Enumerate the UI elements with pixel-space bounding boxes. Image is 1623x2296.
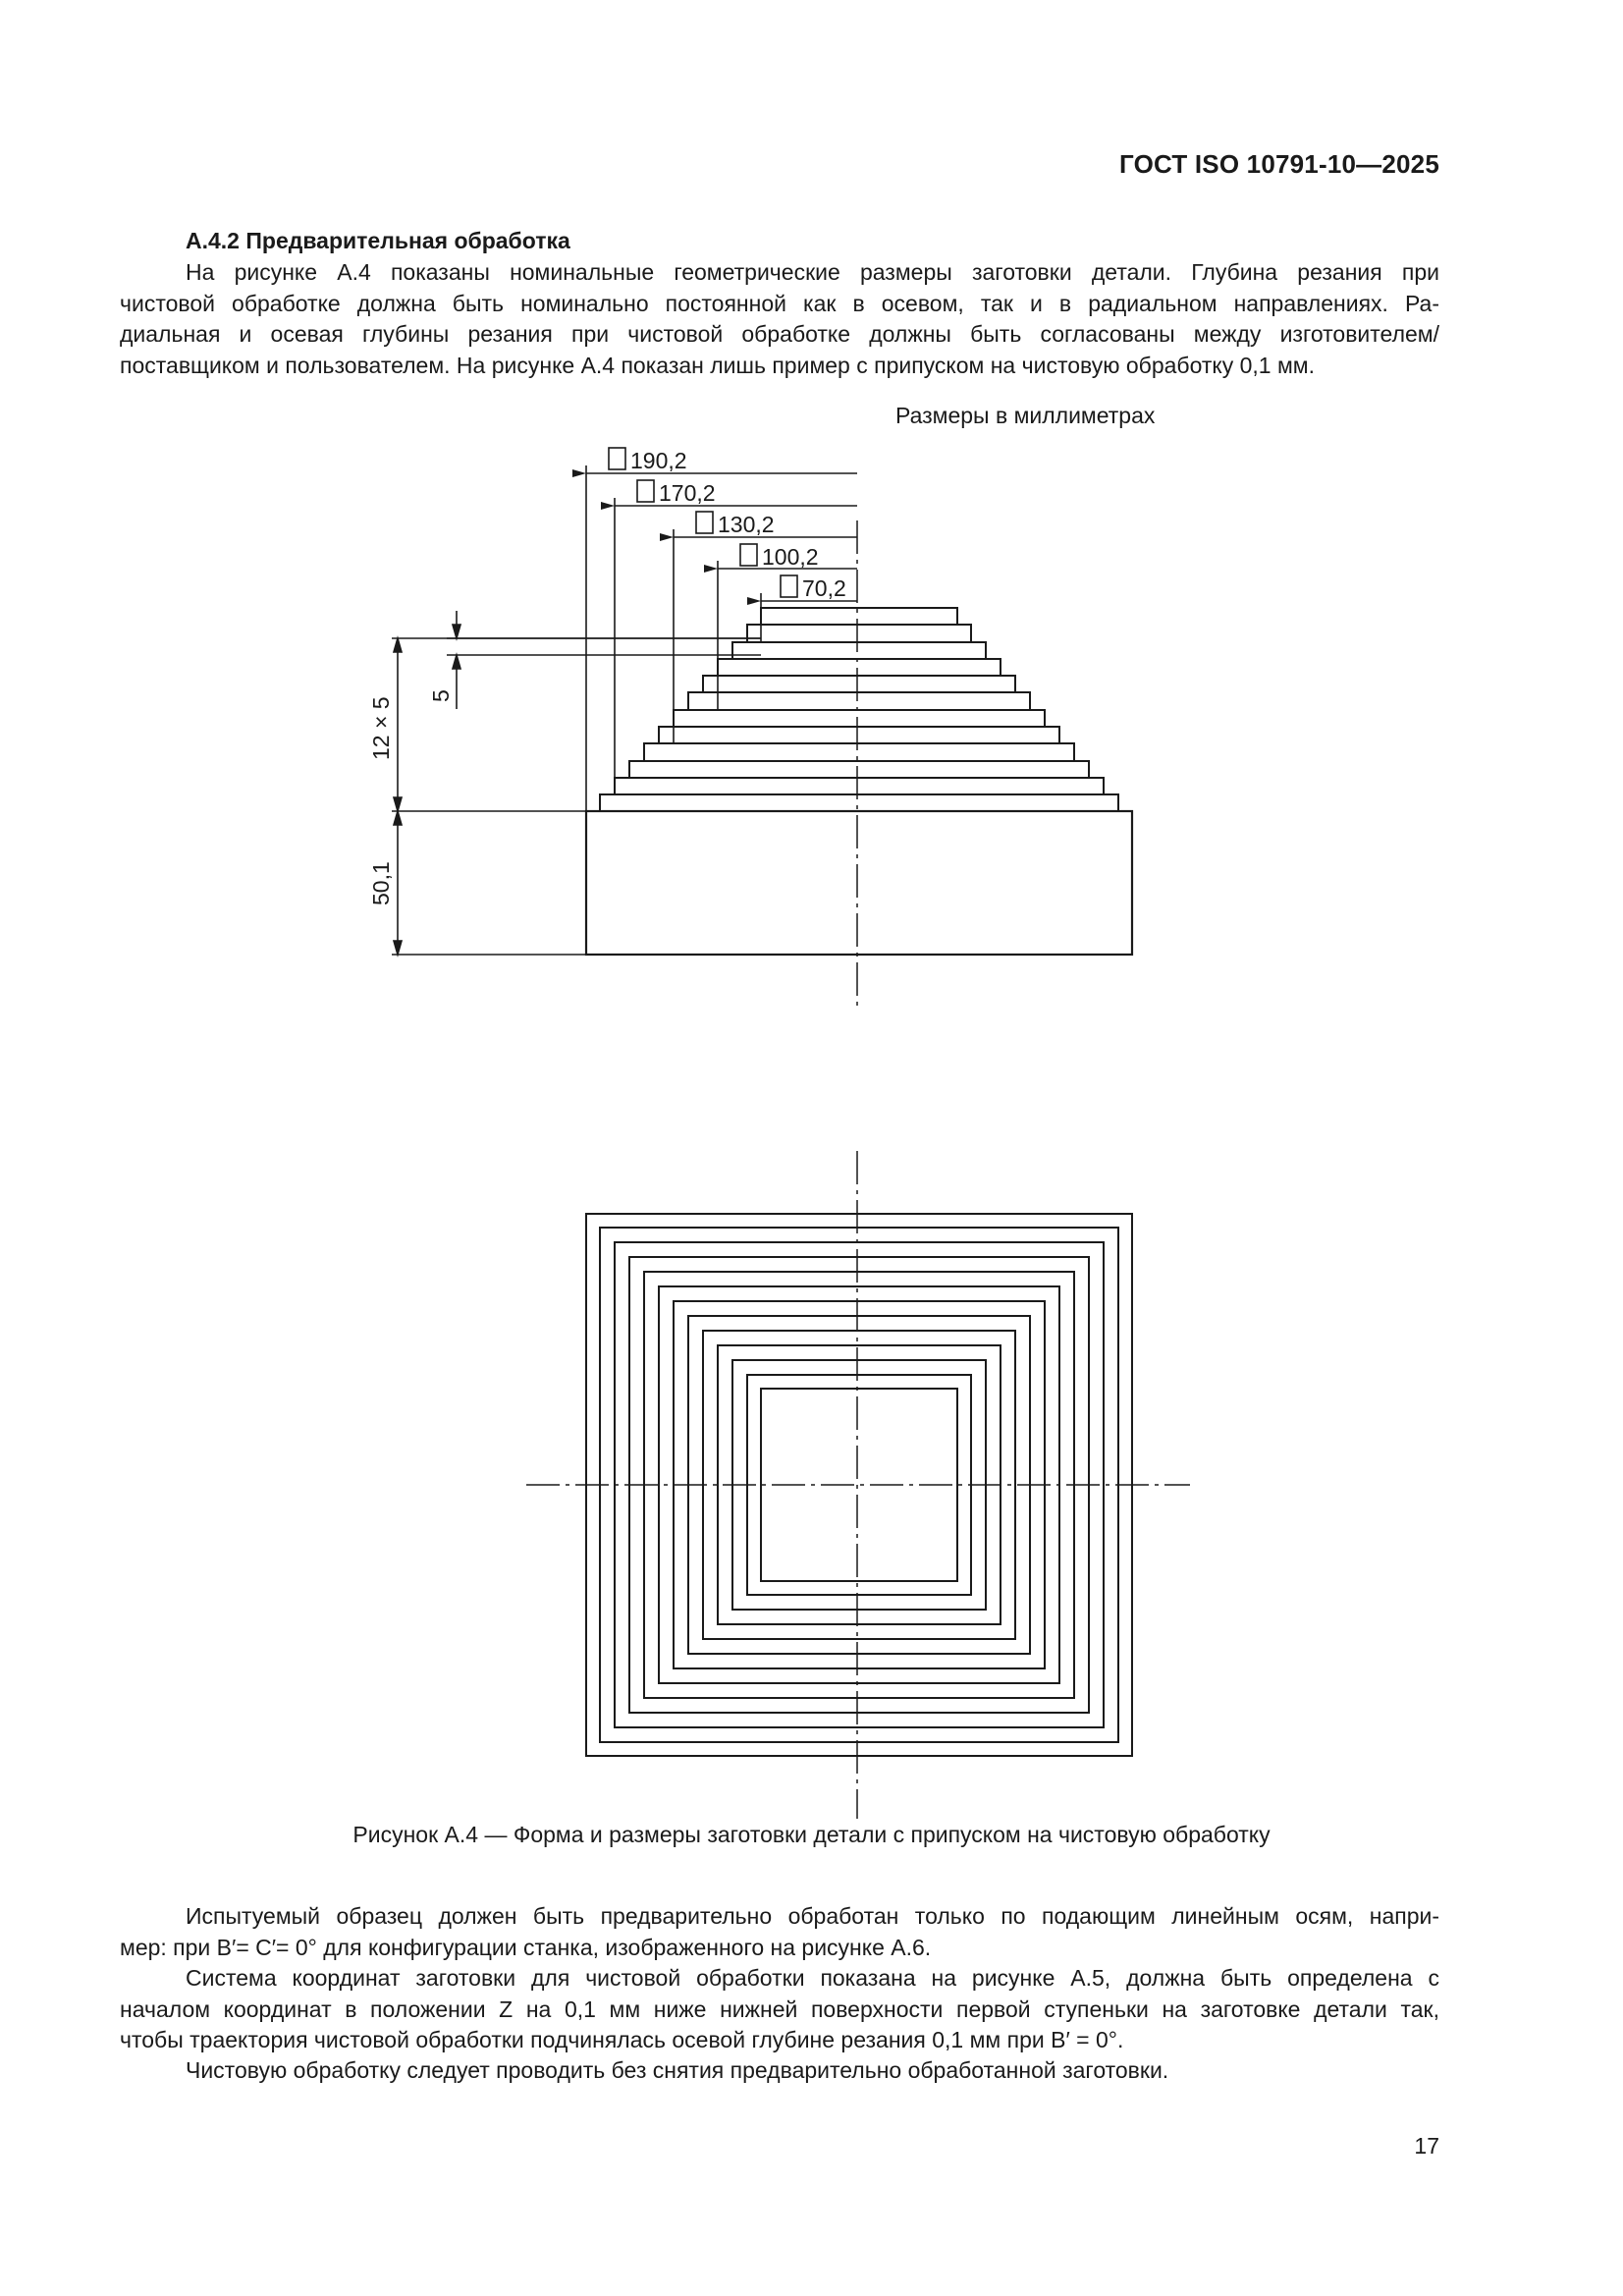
figure-caption: Рисунок А.4 — Форма и размеры заготовки детали с припуском на чистовую обработку (352, 1822, 1271, 1847)
dim-190: 190,2 (630, 448, 687, 473)
step (644, 743, 1074, 761)
square-symbol-icon (609, 448, 625, 469)
paragraph-1 (120, 1901, 1439, 1963)
step (615, 778, 1104, 794)
intro-line: поставщиком и пользователем. На рисунке А.4 показан лишь пример с припуском на чистовую обработку 0,1 мм. (120, 352, 1315, 378)
step (674, 710, 1045, 727)
step (761, 608, 957, 625)
step (659, 727, 1059, 743)
step (718, 659, 1001, 676)
body-line: мер: при B′= C′= 0° для конфигурации станка, изображенного на рисунке А.6. (120, 1934, 932, 1960)
intro-line: чистовой обработке должна быть номинально постоянной как в осевом, так и в радиальном направлениях. Ра- (120, 290, 1439, 316)
dim-70: 70,2 (802, 575, 846, 601)
body-line: началом координат в положении Z на 0,1 мм ниже нижней поверхности первой ступеньки на заготовке детали так, (120, 1995, 1439, 2022)
square-symbol-icon (637, 480, 654, 502)
page-number: 17 (1414, 2133, 1439, 2159)
intro-line: диальная и осевая глубины резания при чистовой обработке должны быть согласованы между изготовителем/ (120, 321, 1439, 347)
vertical-dims (392, 611, 761, 955)
square-symbol-icon (781, 575, 797, 597)
step (703, 676, 1015, 692)
square-symbol-icon (740, 544, 757, 566)
paragraph-3 (120, 2055, 1439, 2087)
step (629, 761, 1089, 778)
square-dim-labels (630, 448, 846, 601)
plan-view (526, 1151, 1190, 1819)
dim-130: 130,2 (718, 512, 775, 537)
step (732, 642, 986, 659)
step (600, 794, 1118, 811)
side-view (586, 520, 1132, 1011)
body-line: Чистовую обработку следует проводить без снятия предварительно обработанной заготовки. (186, 2057, 1169, 2083)
base-height-label: 50,1 (368, 861, 394, 905)
intro-line: На рисунке А.4 показаны номинальные геометрические размеры заготовки детали. Глубина резания при (186, 259, 1439, 285)
dim-100: 100,2 (762, 544, 819, 570)
units-note: Размеры в миллиметрах (895, 403, 1156, 428)
paragraph-2 (120, 1963, 1439, 2056)
base-block (586, 811, 1132, 955)
body-line: Система координат заготовки для чистовой обработки показана на рисунке А.5, должна быть определена с (186, 1965, 1439, 1991)
step (747, 625, 971, 642)
dim-170: 170,2 (659, 480, 716, 506)
body-line: чтобы траектория чистовой обработки подчинялась осевой глубине резания 0,1 мм при B′ = 0°. (120, 2027, 1124, 2052)
body-line: Испытуемый образец должен быть предварительно обработан только по подающим линейным осям, напри- (186, 1903, 1439, 1929)
step (688, 692, 1030, 710)
standard-header: ГОСТ ISO 10791-10—2025 (1119, 149, 1439, 179)
square-symbol-icon (696, 512, 713, 533)
step-height-label: 5 (428, 689, 454, 702)
section-title: А.4.2 Предварительная обработка (186, 228, 570, 253)
steps-dim-label: 12 × 5 (368, 696, 394, 760)
